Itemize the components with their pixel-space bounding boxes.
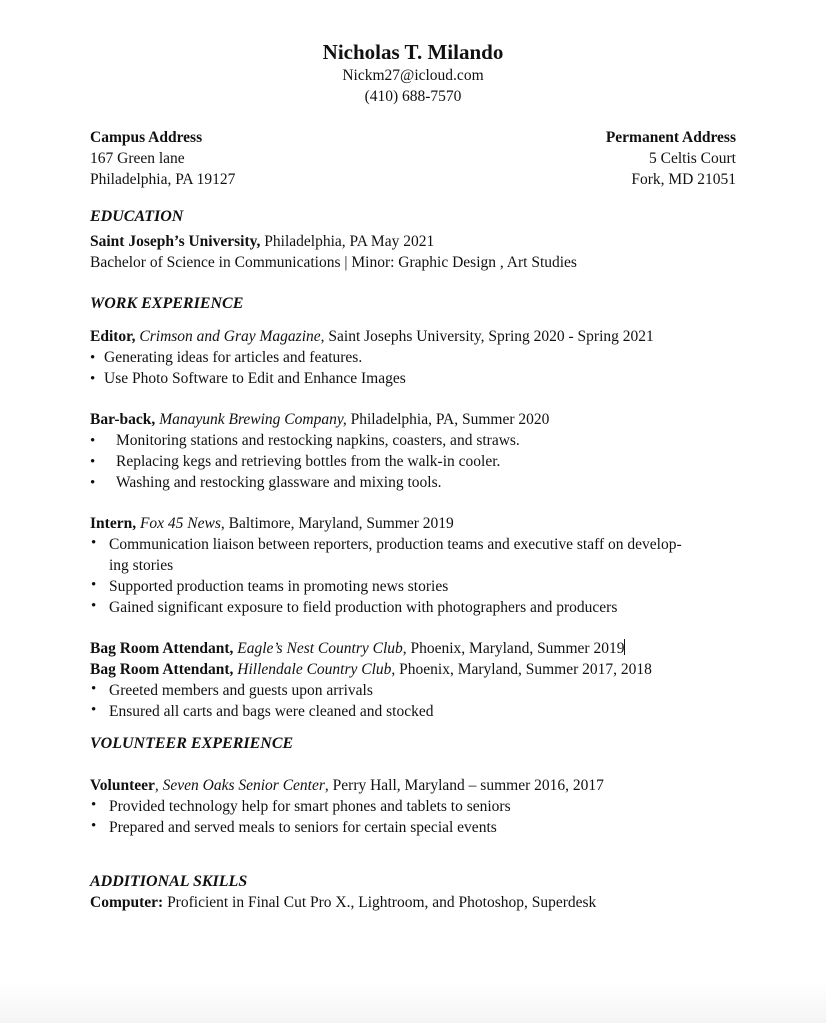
volunteer-role bbox=[90, 776, 604, 796]
list-item: Gained significant exposure to field production with photographers and producers bbox=[109, 599, 618, 616]
list-item: Monitoring stations and restocking napkins, coasters, and straws. bbox=[116, 432, 520, 449]
list-item: Washing and restocking glassware and mixing tools. bbox=[116, 474, 442, 491]
education-heading: EDUCATION bbox=[90, 208, 184, 225]
list-item: Supported production teams in promoting news stories bbox=[109, 578, 449, 595]
volunteer-details: , Perry Hall, Maryland – summer 2016, 2017 bbox=[324, 777, 604, 794]
job-org: Fox 45 News bbox=[136, 515, 221, 532]
text-cursor bbox=[624, 639, 625, 655]
list-item: Prepared and served meals to seniors for certain special events bbox=[109, 819, 497, 836]
job-org: Hillendale Country Club bbox=[233, 661, 392, 678]
campus-address-title: Campus Address bbox=[90, 129, 203, 146]
bullet-dot: • bbox=[90, 371, 96, 387]
bullet-dot: • bbox=[91, 702, 97, 718]
job-title: Editor, bbox=[90, 328, 136, 345]
list-item: Ensured all carts and bags were cleaned and stocked bbox=[109, 703, 434, 720]
bullet-dot: • bbox=[90, 433, 96, 449]
page-bottom-shadow bbox=[0, 983, 826, 1023]
bullet-dot: • bbox=[91, 535, 97, 551]
bullet-dot: • bbox=[91, 577, 97, 593]
campus-address-line1: 167 Green lane bbox=[90, 150, 185, 167]
job-details: , Baltimore, Maryland, Summer 2019 bbox=[220, 515, 454, 532]
job-title: Intern, bbox=[90, 515, 137, 532]
skills-text: Proficient in Final Cut Pro X., Lightroom, and Photoshop, Superdesk bbox=[163, 894, 597, 911]
permanent-address-line2: Fork, MD 21051 bbox=[631, 171, 736, 188]
school-location-date: Philadelphia, PA May 2021 bbox=[260, 233, 435, 250]
education-school-line bbox=[90, 232, 434, 252]
job-org: Eagle’s Nest Country Club bbox=[233, 640, 403, 657]
list-item: Provided technology help for smart phones and tablets to seniors bbox=[109, 798, 511, 815]
skills-label: Computer: bbox=[90, 894, 164, 911]
bullet-dot: • bbox=[90, 475, 96, 491]
job-title: Bar-back, bbox=[90, 411, 156, 428]
campus-address-line2: Philadelphia, PA 19127 bbox=[90, 171, 236, 188]
bullet-dot: • bbox=[90, 350, 96, 366]
volunteer-title: Volunteer bbox=[90, 777, 155, 794]
school-name: Saint Joseph’s University, bbox=[90, 233, 261, 250]
job-title: Bag Room Attendant, bbox=[90, 661, 234, 678]
bullet-dot: • bbox=[90, 454, 96, 470]
volunteer-org: , Seven Oaks Senior Center bbox=[154, 777, 325, 794]
job-bag-room-hillendale bbox=[90, 660, 652, 680]
list-item: Greeted members and guests upon arrivals bbox=[109, 682, 373, 699]
job-details: , Saint Josephs University, Spring 2020 - Spring 2021 bbox=[320, 328, 654, 345]
work-heading: WORK EXPERIENCE bbox=[90, 295, 244, 312]
bullet-dot: • bbox=[91, 818, 97, 834]
job-details: Philadelphia, PA, Summer 2020 bbox=[346, 411, 550, 428]
job-title: Bag Room Attendant, bbox=[90, 640, 234, 657]
skills-computer bbox=[90, 893, 596, 913]
candidate-name: Nicholas T. Milando bbox=[322, 40, 504, 64]
job-org: Manayunk Brewing Company, bbox=[155, 411, 347, 428]
job-editor bbox=[90, 327, 654, 347]
job-details: , Phoenix, Maryland, Summer 2019 bbox=[402, 640, 625, 657]
phone: (410) 688-7570 bbox=[364, 88, 462, 105]
job-barback bbox=[90, 410, 549, 430]
list-item: Generating ideas for articles and features. bbox=[104, 349, 363, 366]
list-item: Replacing kegs and retrieving bottles from the walk-in cooler. bbox=[116, 453, 501, 470]
bullet-dot: • bbox=[91, 797, 97, 813]
bullet-dot: • bbox=[91, 598, 97, 614]
education-degree: Bachelor of Science in Communications | Minor: Graphic Design , Art Studies bbox=[90, 254, 577, 271]
list-item: Communication liaison between reporters, production teams and executive staff on develop- bbox=[109, 536, 682, 553]
job-org: Crimson and Gray Magazine bbox=[135, 328, 321, 345]
bullet-dot: • bbox=[91, 681, 97, 697]
volunteer-heading: VOLUNTEER EXPERIENCE bbox=[90, 735, 294, 752]
email: Nickm27@icloud.com bbox=[342, 67, 484, 84]
job-bag-room-eagles-nest bbox=[90, 639, 625, 659]
skills-heading: ADDITIONAL SKILLS bbox=[90, 873, 248, 890]
permanent-address-line1: 5 Celtis Court bbox=[649, 150, 736, 167]
permanent-address-title: Permanent Address bbox=[605, 129, 736, 146]
list-item-continuation: ing stories bbox=[109, 557, 174, 574]
job-details: , Phoenix, Maryland, Summer 2017, 2018 bbox=[391, 661, 652, 678]
list-item: Use Photo Software to Edit and Enhance Images bbox=[104, 370, 406, 387]
job-intern bbox=[90, 514, 454, 534]
